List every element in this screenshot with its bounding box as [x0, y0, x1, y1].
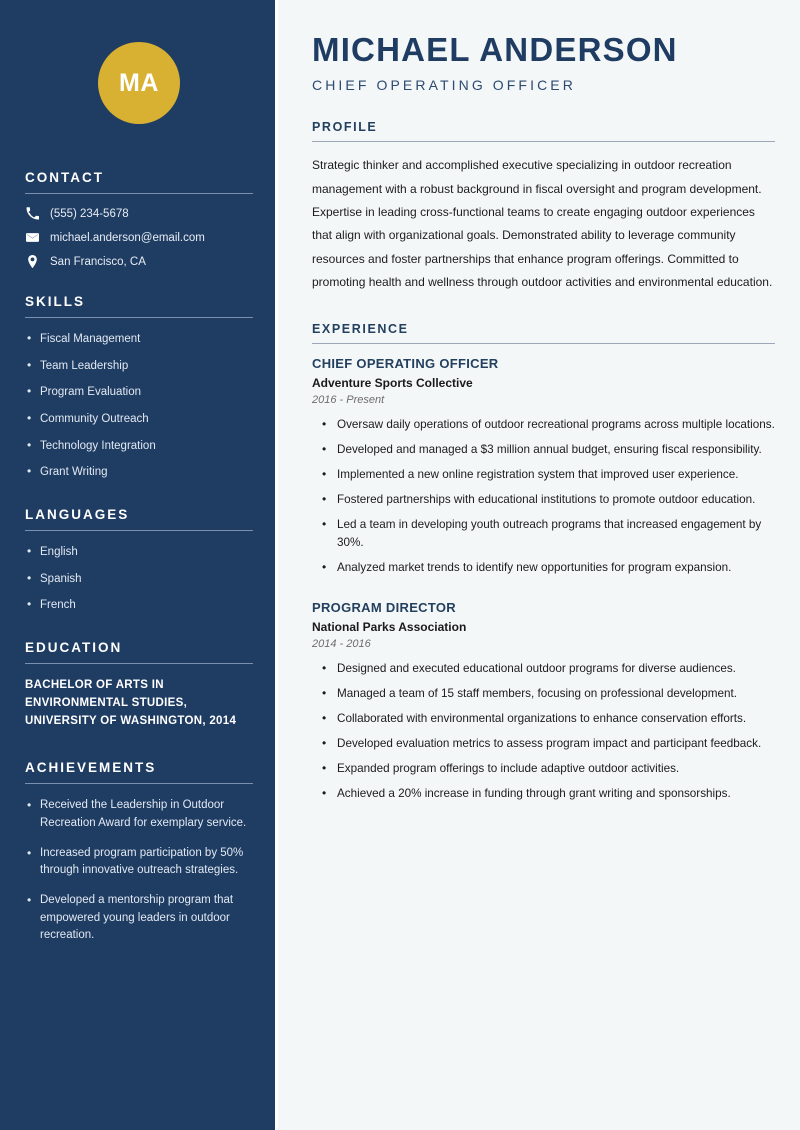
- list-item: • Implemented a new online registration system that improved user experience.: [320, 466, 775, 484]
- list-item: • Developed a mentorship program that empowered young leaders in outdoor recreation.: [25, 892, 253, 944]
- contact-email-value: michael.anderson@email.com: [50, 231, 205, 244]
- contact-item-location[interactable]: [25, 255, 253, 268]
- contact-phone-value: (555) 234-5678: [50, 207, 129, 220]
- profile-divider: [312, 141, 775, 142]
- contact-section: [25, 170, 253, 268]
- list-item: • Received the Leadership in Outdoor Recreation Award for exemplary service.: [25, 797, 253, 832]
- achievements-divider: [25, 783, 253, 784]
- job-bullet-list: [312, 416, 775, 578]
- list-item: • Community Outreach: [25, 411, 253, 428]
- education-degree: BACHELOR OF ARTS IN ENVIRONMENTAL STUDIES, UNIVERSITY OF WASHINGTON, 2014: [25, 679, 237, 727]
- job-company: National Parks Association: [312, 619, 467, 634]
- languages-divider: [25, 530, 253, 531]
- skills-section: [25, 294, 253, 481]
- experience-section: [312, 322, 775, 804]
- list-item: • Analyzed market trends to identify new opportunities for program expansion.: [320, 559, 775, 577]
- contact-item-phone[interactable]: [25, 207, 253, 220]
- list-item: • Fostered partnerships with educational institutions to promote outdoor education.: [320, 491, 775, 509]
- professional-subtitle: CHIEF OPERATING OFFICER: [312, 77, 576, 94]
- list-item: • Designed and executed educational outdoor programs for diverse audiences.: [320, 660, 775, 678]
- list-item: • Increased program participation by 50% through innovative outreach strategies.: [25, 845, 253, 880]
- job-company: Adventure Sports Collective: [312, 375, 473, 390]
- avatar: MA: [98, 42, 180, 124]
- list-item: • Collaborated with environmental organizations to enhance conservation efforts.: [320, 710, 775, 728]
- contact-divider: [25, 193, 253, 194]
- profile-section: [312, 120, 775, 294]
- experience-heading: EXPERIENCE: [312, 321, 409, 336]
- list-item: • Led a team in developing youth outreach programs that increased engagement by 30%.: [320, 516, 775, 552]
- list-item: • Team Leadership: [25, 358, 253, 375]
- education-divider: [25, 663, 253, 664]
- contact-item-email[interactable]: [25, 231, 253, 244]
- experience-entry: [312, 600, 775, 804]
- experience-divider: [312, 343, 775, 344]
- education-section: [25, 640, 253, 730]
- languages-list: [25, 544, 253, 614]
- list-item: • Program Evaluation: [25, 384, 253, 401]
- list-item: • Developed evaluation metrics to assess program impact and participant feedback.: [320, 735, 775, 753]
- skills-divider: [25, 317, 253, 318]
- list-item: • French: [25, 597, 253, 614]
- skills-list: [25, 331, 253, 481]
- list-item: • Technology Integration: [25, 438, 253, 455]
- avatar-container: [25, 0, 253, 170]
- job-title: PROGRAM DIRECTOR: [312, 599, 456, 615]
- profile-text: Strategic thinker and accomplished executive specializing in outdoor recreation management with a robust background in fiscal oversight and program development. Expertise in leading cross-functional teams to create engaging outdoor experiences that align with organizational goals. Demonstrated ability to leverage community resources and foster partnerships that enhance program offerings. Committed to promoting health and wellness through outdoor activities and environmental education.: [312, 158, 773, 290]
- list-item: • Fiscal Management: [25, 331, 253, 348]
- envelope-icon: [25, 231, 39, 244]
- list-item: • Developed and managed a $3 million annual budget, ensuring fiscal responsibility.: [320, 441, 775, 459]
- location-pin-icon: [25, 255, 39, 268]
- profile-heading: PROFILE: [312, 120, 378, 135]
- list-item: • Grant Writing: [25, 464, 253, 481]
- job-dates: 2014 - 2016: [312, 637, 371, 650]
- contact-location-value: San Francisco, CA: [50, 255, 146, 268]
- sidebar: [0, 0, 278, 1130]
- education-heading: EDUCATION: [25, 640, 123, 656]
- experience-entry: [312, 356, 775, 578]
- main-content: [278, 0, 800, 1130]
- list-item: • Spanish: [25, 571, 253, 588]
- contact-heading: CONTACT: [25, 170, 104, 185]
- job-bullet-list: [312, 660, 775, 804]
- page-title: MICHAEL ANDERSON: [312, 31, 678, 68]
- list-item: • Expanded program offerings to include adaptive outdoor activities.: [320, 760, 775, 778]
- achievements-section: [25, 760, 253, 944]
- phone-icon: [25, 207, 39, 220]
- list-item: • Oversaw daily operations of outdoor recreational programs across multiple locations.: [320, 416, 775, 434]
- job-title: CHIEF OPERATING OFFICER: [312, 355, 499, 371]
- achievements-list: [25, 797, 253, 944]
- list-item: • Achieved a 20% increase in funding through grant writing and sponsorships.: [320, 785, 775, 803]
- achievements-heading: ACHIEVEMENTS: [25, 760, 157, 776]
- list-item: • Managed a team of 15 staff members, focusing on professional development.: [320, 685, 775, 703]
- list-item: • English: [25, 544, 253, 561]
- job-dates: 2016 - Present: [312, 393, 385, 406]
- languages-heading: LANGUAGES: [25, 507, 130, 523]
- skills-heading: SKILLS: [25, 294, 86, 309]
- languages-section: [25, 507, 253, 614]
